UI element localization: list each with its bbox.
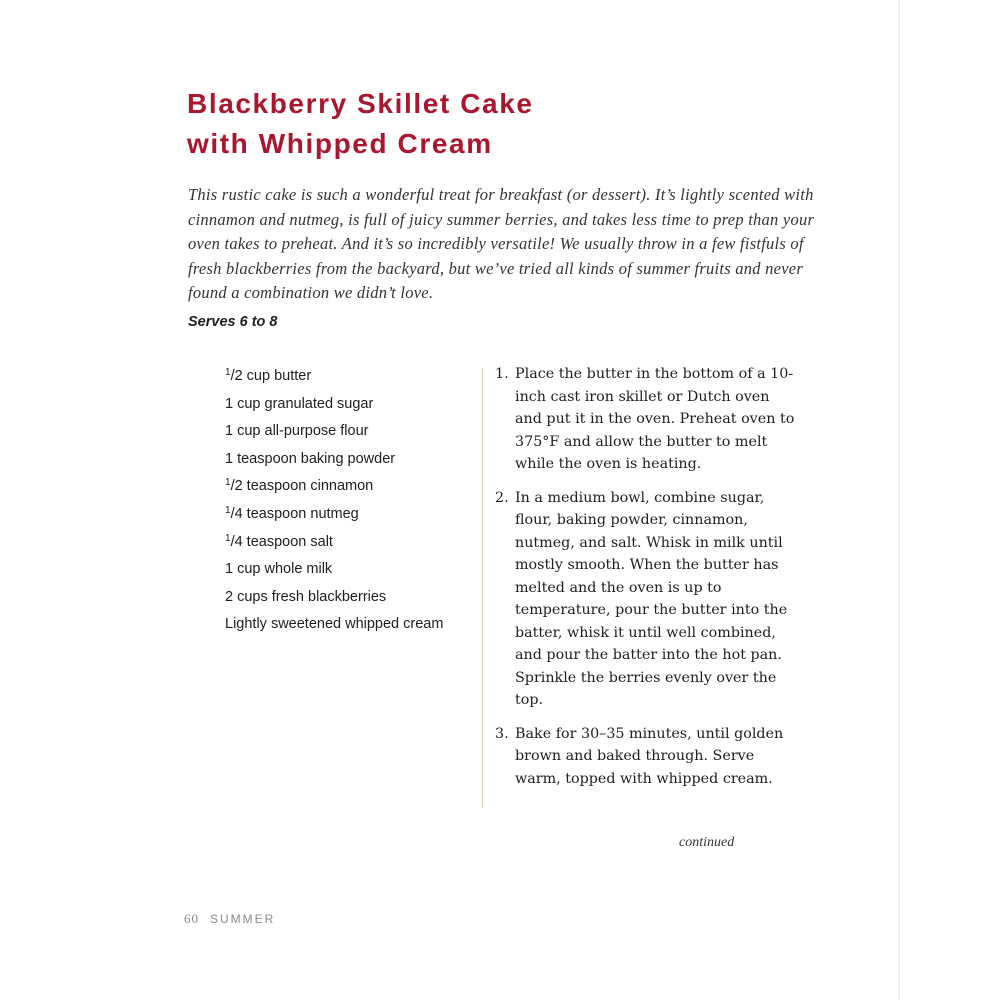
ingredient-text: teaspoon nutmeg [242,505,359,522]
section-name: SUMMER [210,912,276,926]
fraction-numerator: 1 [225,477,231,489]
ingredient-item [225,473,465,501]
ingredient-item [225,501,465,529]
page-edge [898,0,900,1000]
fraction-denominator: /4 [230,533,243,550]
continued-note: continued [679,835,735,850]
ingredient-item [225,363,465,391]
page-footer [184,911,275,927]
fraction-denominator: /2 [230,368,243,384]
recipe-intro: This rustic cake is such a wonderful treat for breakfast (or dessert). It’s lightly scented with cinnamon and nutmeg, is full of juicy summer berries, and takes less time to prep than your oven takes to preheat. And it’s so incredibly versatile! We usually throw in a few fistfuls of fresh blackberries from the backyard, but we’ve tried all kinds of summer fruits and never found a combination we didn’t love. [188,185,815,303]
step-text: In a medium bowl, combine sugar, flour, baking powder, cinnamon, nutmeg, and salt. Whisk in milk until mostly smooth. When the butter has melted and the oven is up to temperature, pour the butter into the batter, whisk it until well combined, and pour the batter into the hot pan. Sprinkle the berries evenly over the top. [515,489,788,708]
ingredient-text: 1 cup whole milk [225,561,333,578]
instruction-list [495,363,795,801]
step-number: 2. [495,489,509,506]
ingredient-text: teaspoon cinnamon [242,478,374,495]
step-number: 3. [495,725,509,742]
ingredient-text: 2 cups fresh blackberries [225,588,387,605]
ingredient-item [225,584,465,612]
instruction-step [495,363,795,476]
ingredient-text: cup butter [242,368,312,384]
ingredient-item [225,529,465,557]
ingredient-item [225,556,465,584]
ingredient-item [225,391,465,419]
step-text: Bake for 30–35 minutes, until golden brown and baked through. Serve warm, topped with whipped cream. [515,725,784,787]
step-text: Place the butter in the bottom of a 10-inch cast iron skillet or Dutch oven and put it in the oven. Preheat oven to 375°F and allow the butter to melt while the oven is heating. [515,366,795,472]
ingredient-item [225,446,465,474]
fraction-numerator: 1 [225,367,231,378]
instruction-step [495,723,795,791]
step-number: 1. [495,366,509,382]
ingredient-item [225,418,465,446]
ingredient-text: 1 teaspoon baking powder [225,450,396,467]
servings: Serves 6 to 8 [188,314,278,330]
fraction-denominator: /2 [230,478,243,495]
ingredient-text: Lightly sweetened whipped cream [225,616,444,633]
recipe-title-line-1: Blackberry Skillet Cake [187,88,534,119]
ingredient-text: 1 cup granulated sugar [225,395,374,412]
recipe-title [187,84,827,164]
page-number: 60 [184,911,199,926]
ingredient-text: teaspoon salt [242,533,333,550]
fraction-numerator: 1 [225,504,231,516]
column-divider [482,368,483,808]
ingredient-list [225,363,465,639]
fraction-denominator: /4 [230,505,243,522]
ingredient-text: 1 cup all-purpose flour [225,423,369,440]
fraction-numerator: 1 [225,532,231,544]
ingredient-item [225,611,465,639]
instruction-step [495,487,795,712]
recipe-title-line-2: with Whipped Cream [187,128,493,159]
